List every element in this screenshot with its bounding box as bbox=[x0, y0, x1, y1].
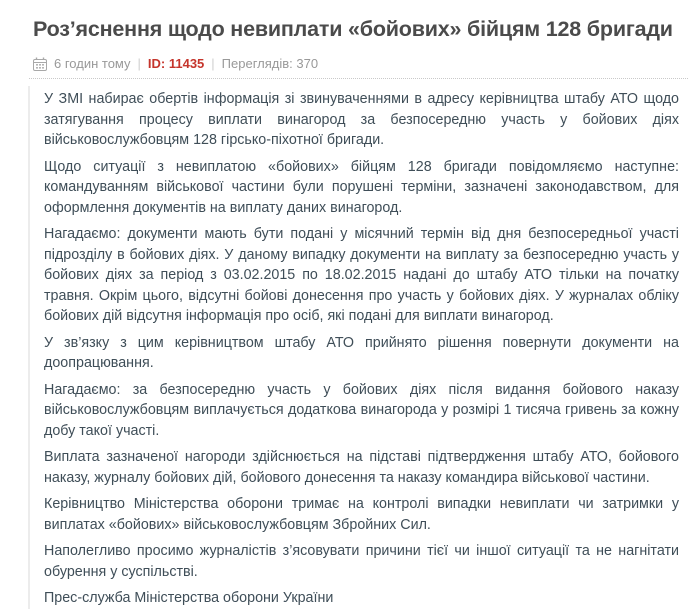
press-service-signature: Прес-служба Міністерства оборони України bbox=[44, 590, 334, 606]
article-paragraph: Наполегливо просимо журналістів з’ясовувати причини тієї чи іншої ситуації та не нагнітати обурення у суспільстві. bbox=[44, 543, 679, 580]
article-paragraph: Нагадаємо: документи мають бути подані у місячний термін від дня безпосередньої участі підрозділу в бойових діях. У даному випадку документи на виплату за безпосередню участь у бойових діях за період з 03.02.2015 по 18.02.2015 надані до штабу АТО тільки на початку травня. Окрім цього, відсутні бойові донесення про участь у бойових діях. У журналах обліку бойових дій відсутня інформація про осіб, які подані для виплати винагород. bbox=[44, 226, 679, 324]
article-paragraph: Виплата зазначеної нагороди здійснюється на підставі підтвердження штабу АТО, бойового наказу, журналу бойових дій, бойового донесення та наказу командира військової частини. bbox=[44, 449, 679, 486]
article-meta-bar bbox=[33, 56, 679, 71]
dotted-divider bbox=[29, 78, 688, 79]
page-title: Роз’яснення щодо невиплати «бойових» бійцям 128 бригади bbox=[33, 17, 673, 41]
article-paragraph: Щодо ситуації з невиплатою «бойових» бійцям 128 бригади повідомляємо наступне: командуванням військової частини були порушені терміни, зазначені законодавством, для оформлення документів на виплату даних винагород. bbox=[44, 158, 679, 216]
meta-separator: | bbox=[211, 56, 215, 71]
article-paragraph: Нагадаємо: за безпосередню участь у бойових діях після видання бойового наказу військовослужбовцям виплачується додаткова винагорода у розмірі 1 тисяча гривень за кожну добу такої участі. bbox=[44, 381, 679, 439]
article-body bbox=[28, 86, 679, 609]
views-count-label: Переглядів: 370 bbox=[221, 56, 319, 71]
article-paragraph: Керівництво Міністерства оборони тримає на контролі випадки невиплати чи затримки у виплатах «бойових» військовослужбовцям Збройних Сил. bbox=[44, 496, 679, 533]
article-id-badge: ID: 11435 bbox=[147, 56, 205, 71]
calendar-icon bbox=[33, 57, 47, 71]
article-paragraph: У зв’язку з цим керівництвом штабу АТО прийнято рішення повернути документи на доопрацювання. bbox=[44, 334, 679, 371]
article-paragraph: У ЗМІ набирає обертів інформація зі звинуваченнями в адресу керівництва штабу АТО щодо затягування процесу виплати винагород за безпосередню участь у бойових діях військовослужбовцям 128 гірсько-піхотної бригади. bbox=[44, 91, 679, 148]
time-ago-label: 6 годин тому bbox=[54, 56, 131, 71]
meta-separator: | bbox=[137, 56, 141, 71]
